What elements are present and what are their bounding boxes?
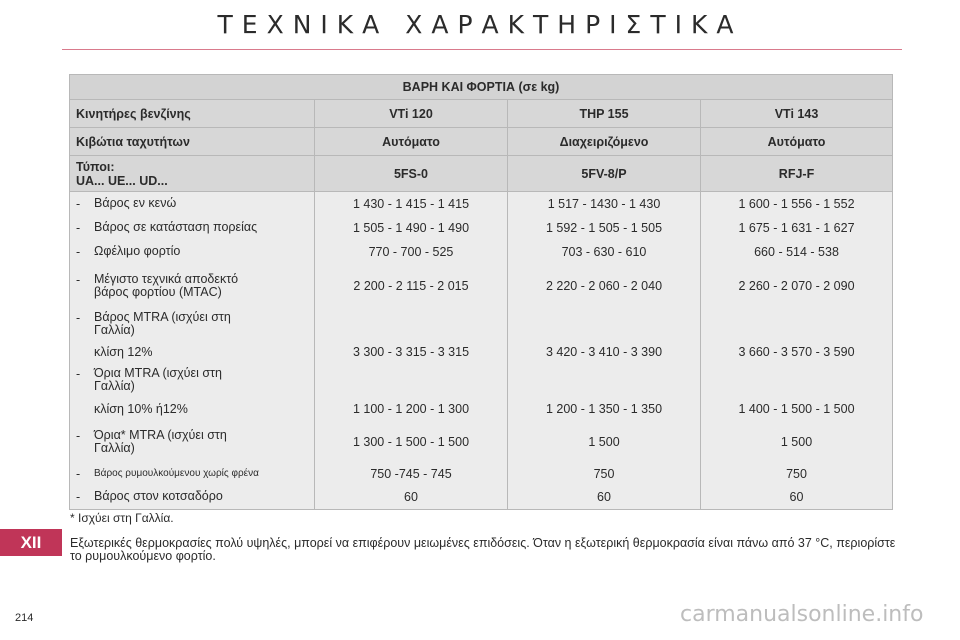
row-label-line2: Γαλλία) — [94, 440, 135, 455]
value-cell: 1 300 - 1 500 - 1 500 — [315, 422, 508, 462]
row-dash: - — [76, 310, 81, 325]
row-label: κλίση 12% — [94, 344, 153, 359]
engines-label: Κινητήρες βενζίνης — [70, 100, 315, 128]
page-title: ΤΕΧΝΙΚΑ ΧΑΡΑΚΤΗΡΙΣΤΙΚΑ — [217, 10, 743, 39]
types-row — [70, 156, 893, 192]
value-cell: 750 — [701, 462, 893, 486]
title-divider — [62, 49, 902, 50]
value-cell: 3 420 - 3 410 - 3 390 — [508, 340, 701, 364]
row-label-line1: Μέγιστο τεχνικά αποδεκτό — [94, 271, 239, 286]
type-cell: 5FV-8/P — [508, 156, 701, 192]
row-dash: - — [76, 244, 81, 259]
value-cell: 1 430 - 1 415 - 1 415 — [315, 192, 508, 216]
value-cell: 1 500 — [701, 422, 893, 462]
table-title-row — [70, 75, 893, 100]
row-label-line1: Όρια* MTRA (ισχύει στη — [94, 427, 227, 442]
row-dash: - — [76, 220, 81, 235]
gearbox-cell: Αυτόματο — [315, 128, 508, 156]
type-cell: RFJ-F — [701, 156, 893, 192]
table-row — [70, 264, 893, 308]
table-row — [70, 308, 893, 340]
value-cell: 60 — [508, 486, 701, 510]
value-cell: 60 — [701, 486, 893, 510]
row-label: Βάρος στον κοτσαδόρο — [94, 489, 223, 504]
row-label-line1: Βάρος MTRA (ισχύει στη — [94, 309, 231, 324]
engines-row — [70, 100, 893, 128]
temperature-note: Εξωτερικές θερμοκρασίες πολύ υψηλές, μπορεί να επιφέρουν μειωμένες επιδόσεις. Όταν η εξωτερική θερμοκρασία είναι πάνω από 37 °C, περιορίστε το ρυμουλκούμενο φορτίο. — [70, 536, 896, 563]
row-label: Ωφέλιμο φορτίο — [94, 243, 181, 258]
row-label: Βάρος σε κατάσταση πορείας — [94, 219, 258, 234]
value-cell: 1 675 - 1 631 - 1 627 — [701, 216, 893, 240]
table-row — [70, 364, 893, 396]
table-row — [70, 396, 893, 422]
row-dash: - — [76, 490, 81, 505]
table-row — [70, 486, 893, 510]
value-cell: 703 - 630 - 610 — [508, 240, 701, 264]
row-label: Βάρος ρυμουλκούμενου χωρίς φρένα — [94, 467, 259, 479]
row-label-line1: Όρια MTRA (ισχύει στη — [94, 365, 222, 380]
chapter-tab: XII — [0, 529, 62, 556]
weights-loads-table — [69, 74, 893, 510]
type-cell: 5FS-0 — [315, 156, 508, 192]
engine-cell: VTi 143 — [701, 100, 893, 128]
table-row — [70, 422, 893, 462]
table-row — [70, 216, 893, 240]
table-title: ΒΑΡΗ ΚΑΙ ΦΟΡΤΙΑ (σε kg) — [70, 75, 893, 100]
page-number: 214 — [15, 612, 34, 624]
row-label: κλίση 10% ή12% — [94, 401, 188, 416]
value-cell: 2 260 - 2 070 - 2 090 — [701, 264, 893, 308]
gearboxes-label: Κιβώτια ταχυτήτων — [70, 128, 315, 156]
types-label-line1: Τύποι: — [76, 159, 115, 174]
value-cell: 750 -745 - 745 — [315, 462, 508, 486]
table-row — [70, 340, 893, 364]
engine-cell: VTi 120 — [315, 100, 508, 128]
value-cell: 1 505 - 1 490 - 1 490 — [315, 216, 508, 240]
row-dash: - — [76, 196, 81, 211]
value-cell: 60 — [315, 486, 508, 510]
types-label-line2: UA... UE... UD... — [76, 173, 168, 188]
table-row — [70, 192, 893, 216]
value-cell: 2 200 - 2 115 - 2 015 — [315, 264, 508, 308]
row-label-line2: βάρος φορτίου (MTAC) — [94, 284, 222, 299]
gearbox-cell: Διαχειριζόμενο — [508, 128, 701, 156]
engine-cell: THP 155 — [508, 100, 701, 128]
row-dash: - — [76, 272, 81, 287]
row-dash: - — [76, 366, 81, 381]
value-cell: 750 — [508, 462, 701, 486]
types-label — [70, 156, 315, 192]
table-row — [70, 240, 893, 264]
value-cell: 1 400 - 1 500 - 1 500 — [701, 396, 893, 422]
row-label-line2: Γαλλία) — [94, 322, 135, 337]
watermark: carmanualsonline.info — [680, 602, 924, 627]
value-cell: 1 200 - 1 350 - 1 350 — [508, 396, 701, 422]
gearbox-cell: Αυτόματο — [701, 128, 893, 156]
value-cell: 1 100 - 1 200 - 1 300 — [315, 396, 508, 422]
gearboxes-row — [70, 128, 893, 156]
row-label-line2: Γαλλία) — [94, 378, 135, 393]
value-cell: 1 517 - 1430 - 1 430 — [508, 192, 701, 216]
row-dash: - — [76, 466, 81, 481]
table-row — [70, 462, 893, 486]
value-cell: 1 592 - 1 505 - 1 505 — [508, 216, 701, 240]
value-cell: 1 600 - 1 556 - 1 552 — [701, 192, 893, 216]
value-cell: 3 660 - 3 570 - 3 590 — [701, 340, 893, 364]
value-cell: 3 300 - 3 315 - 3 315 — [315, 340, 508, 364]
value-cell: 1 500 — [508, 422, 701, 462]
footnote: * Ισχύει στη Γαλλία. — [70, 511, 174, 525]
row-dash: - — [76, 428, 81, 443]
value-cell: 2 220 - 2 060 - 2 040 — [508, 264, 701, 308]
value-cell: 770 - 700 - 525 — [315, 240, 508, 264]
value-cell: 660 - 514 - 538 — [701, 240, 893, 264]
row-label: Βάρος εν κενώ — [94, 195, 177, 210]
